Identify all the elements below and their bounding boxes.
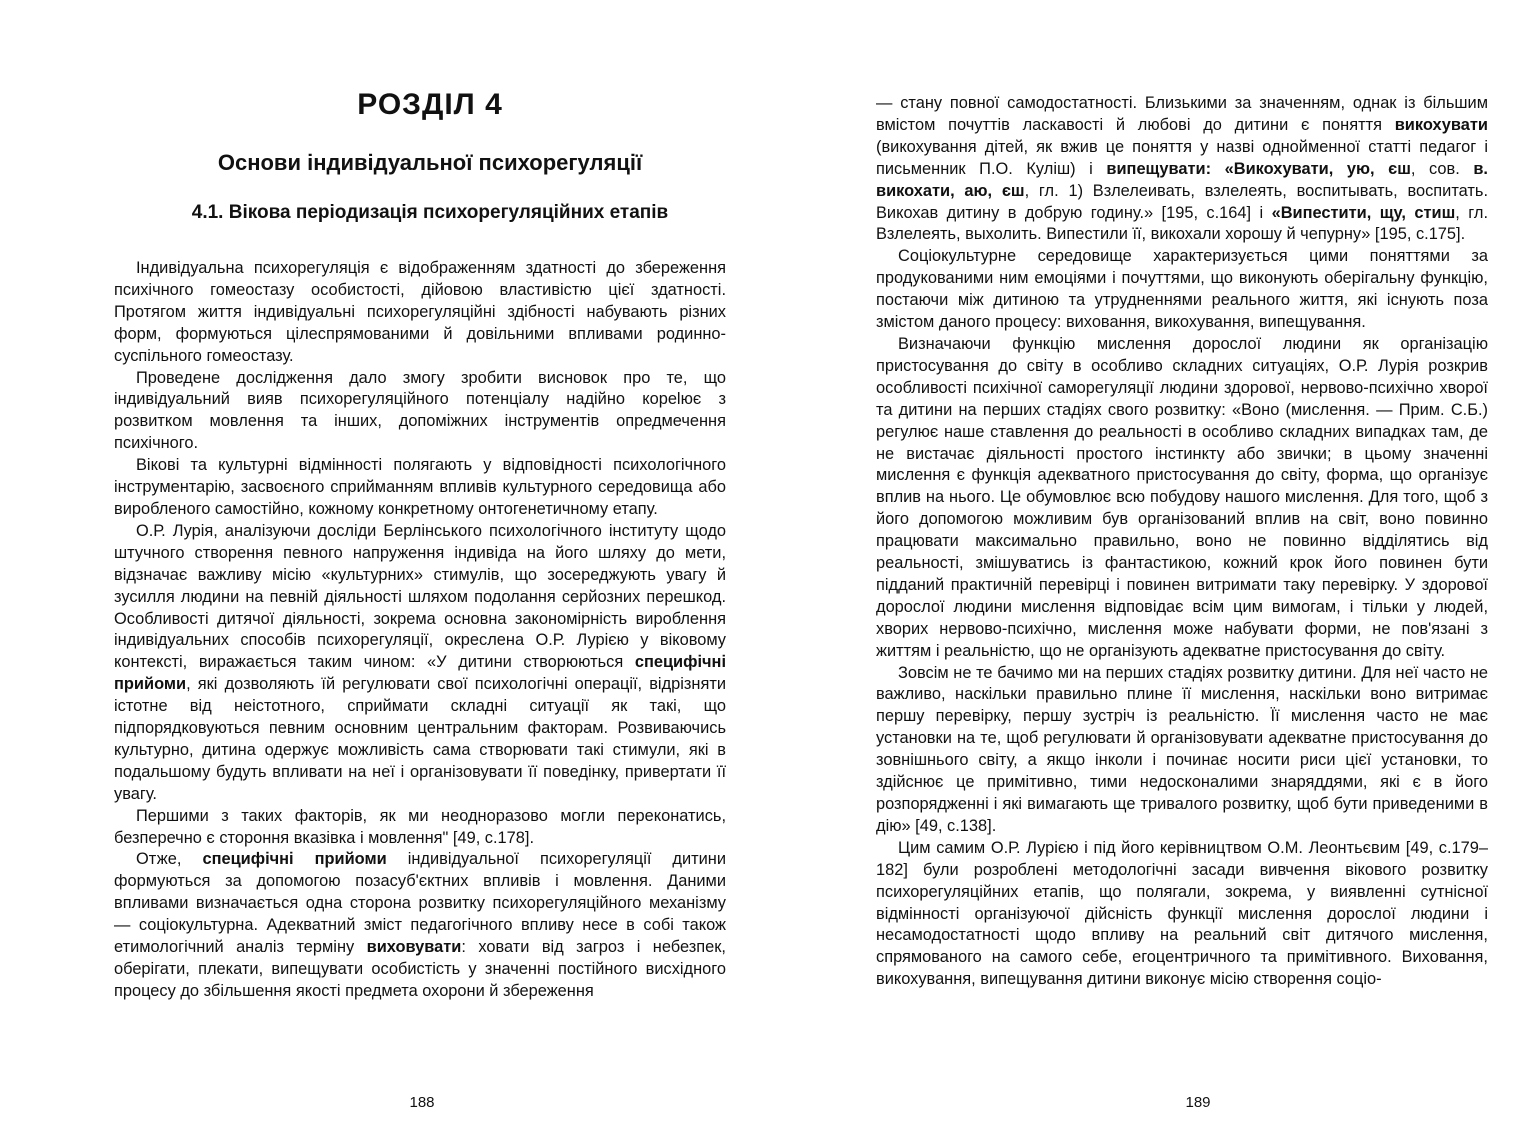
paragraph: Отже, специфічні прийоми індивідуальної психорегуляції дитини формуються за допомогою позасуб'єктних впливів і мовлення. Даними впливами визначається одна сторона розвитку психорегуляційного механізму — соціокультурна. Адекватний зміст педагогічного впливу несе в собі також етимологічний аналіз терміну виховувати: ховати від загроз і небезпек, оберігати, плекати, випещувати особистість у значенні постійного висхідного процесу до збільшення якості предмета охорони й збереження <box>114 850 727 1000</box>
right-page <box>770 0 1540 1137</box>
paragraph: Вікові та культурні відмінності полягають у відповідності психологічного інструментарію, засвоєного сприйманням впливів культурного середовища або виробленого самостійно, кожному конкретному онтогенетичному етапу. <box>114 456 726 518</box>
paragraph: Зовсім не те бачимо ми на перших стадіях розвитку дитини. Для неї часто не важливо, наскільки правильно плине її мислення, наскільки воно витримає першу перевірку, першу зустріч із реальністю. Її мислення часто не має установки на те, щоб регулювати й організовувати адекватне пристосування до зовнішнього світу, а якщо інколи і починає носити риси цієї установки, то здійснює це примітивно, тими недосконалими знаряддями, які є в його розпорядженні і які вимагають ще тривалого розвитку, щоб бути приведеними в дію» [49, с.138]. <box>876 663 1488 835</box>
paragraph: О.Р. Лурія, аналізуючи досліди Берлінського психологічного інституту щодо штучного створення певного напруження індивіда на його шляху до мети, відзначає важливу місію «культурних» стимулів, що зосереджують увагу й зусилля людини на певній діяльності шляхом подолання серйозних перешкод. Особливості дитячої діяльності, зокрема основна закономірність вироблення індивідуальних способів психорегуляції, окреслена О.Р. Лурією у віковому контексті, виражається таким чином: «У дитини створюються специфічні прийоми, які дозволяють їй регулювати свої психологічні операції, відрізняти істотне від неістотного, сприймати складні ситуації як такі, що підпорядковуються певним основним центральним факторам. Розвиваючись культурно, дитина одержує можливість сама створювати такі стимули, які в подальшому будуть впливати на неї і організовувати її поведінку, привертати її увагу. <box>114 521 726 803</box>
chapter-title: Основи індивідуальної психорегуляції <box>217 150 643 175</box>
paragraph: Цим самим О.Р. Лурією і під його керівництвом О.М. Леонтьєвим [49, с.179–182] були розроблені методологічні засади вивчення вікового розвитку психорегуляційних етапів, що полягали, зокрема, у виявленні сутнісної відмінності організуючої дійсність функції мислення дорослої людини і несамодостатності щодо впливу на реальний світ дитячого мислення, спрямованого на самого себе, егоцентричного та примітивного. Виховання, викохування, випещування дитини виконує місію створення соціо- <box>876 838 1488 989</box>
page-number: 189 <box>1185 1094 1211 1111</box>
section-heading: 4.1. Вікова періодизація психорегуляційних етапів <box>191 202 669 223</box>
paragraph: — стану повної самодостатності. Близькими за значенням, однак із більшим вмістом почуттів ласкавості й любові до дитини є поняття викохувати (викохування дітей, як вжив це поняття у назві однойменної статті педагог і письменник П.О. Куліш) і випещувати: «Викохувати, ую, єш, сов. в. викохати, аю, єш, гл. 1) Взлелеивать, взлелеять, воспитывать, воспитать. Викохав дитину в добрую годину.» [195, с.164] і «Випестити, щу, стиш, гл. Взлелеять, выхолить. Випестили її, викохали хорошу й чепурну» [195, с.175]. <box>876 94 1489 244</box>
paragraph: Соціокультурне середовище характеризується цими поняттями за продукованими ним емоціями і почуттями, що виконують оберігальну функцію, постаючи між дитиною та утрудненнями реального життя, які існують поза змістом даного процесу: виховання, викохування, випещування. <box>876 247 1488 332</box>
left-body-text <box>114 258 726 1003</box>
chapter-heading: РОЗДІЛ 4 <box>357 88 503 121</box>
paragraph: Проведене дослідження дало змогу зробити висновок про те, що індивідуальний вияв психорегуляційного потенціалу надійно кореlює з розвитком мовлення та інших, допоміжних інструментів опредмечення психічного. <box>114 368 726 453</box>
right-body-text <box>876 93 1488 991</box>
paragraph: Визначаючи функцію мислення дорослої людини як організацію пристосування до світу в особливо складних ситуаціях, О.Р. Лурія розкрив особливості психічної саморегуляції людини здорової, нервово-психічно хворої та дитини на перших стадіях свого розвитку: «Воно (мислення. — Прим. С.Б.) регулює наше ставлення до реальності в особливо складних випадках там, де не вистачає діяльності простого інстинкту або звички; в цьому значенні мислення є функція адекватного пристосування до світу, форма, що організує вплив на нього. Це обумовлює всю побудову нашого мислення. Для того, щоб з його допомогою можливим був організований вплив на світ, воно повинно працювати максимально правильно, воно не повинно відділятись від реальності, змішуватись із фантастикою, кожний крок його повинен бути підданий практичній перевірці і повинен витримати таку перевірку. У здорової дорослої людини мислення відповідає всім цим вимогам, і тільки у людей, хворих нервово-психічно, мислення може набувати форми, не пов'язані з життям і реальністю, що не організують адекватне пристосування до світу. <box>876 334 1488 660</box>
paragraph: Індивідуальна психорегуляція є відображенням здатності до збереження психічного гомеостазу особистості, дійовою властивістю цієї здатності. Протягом життя індивідуальні психорегуляційні здібності набувають різних форм, формуються цілеспрямованими й довільними впливами родинно-суспільного гомеостазу. <box>114 259 726 365</box>
page-number: 188 <box>409 1094 435 1111</box>
paragraph: Першими з таких факторів, як ми неодноразово могли переконатись, безперечно є стороння вказівка і мовлення" [49, с.178]. <box>114 806 726 847</box>
